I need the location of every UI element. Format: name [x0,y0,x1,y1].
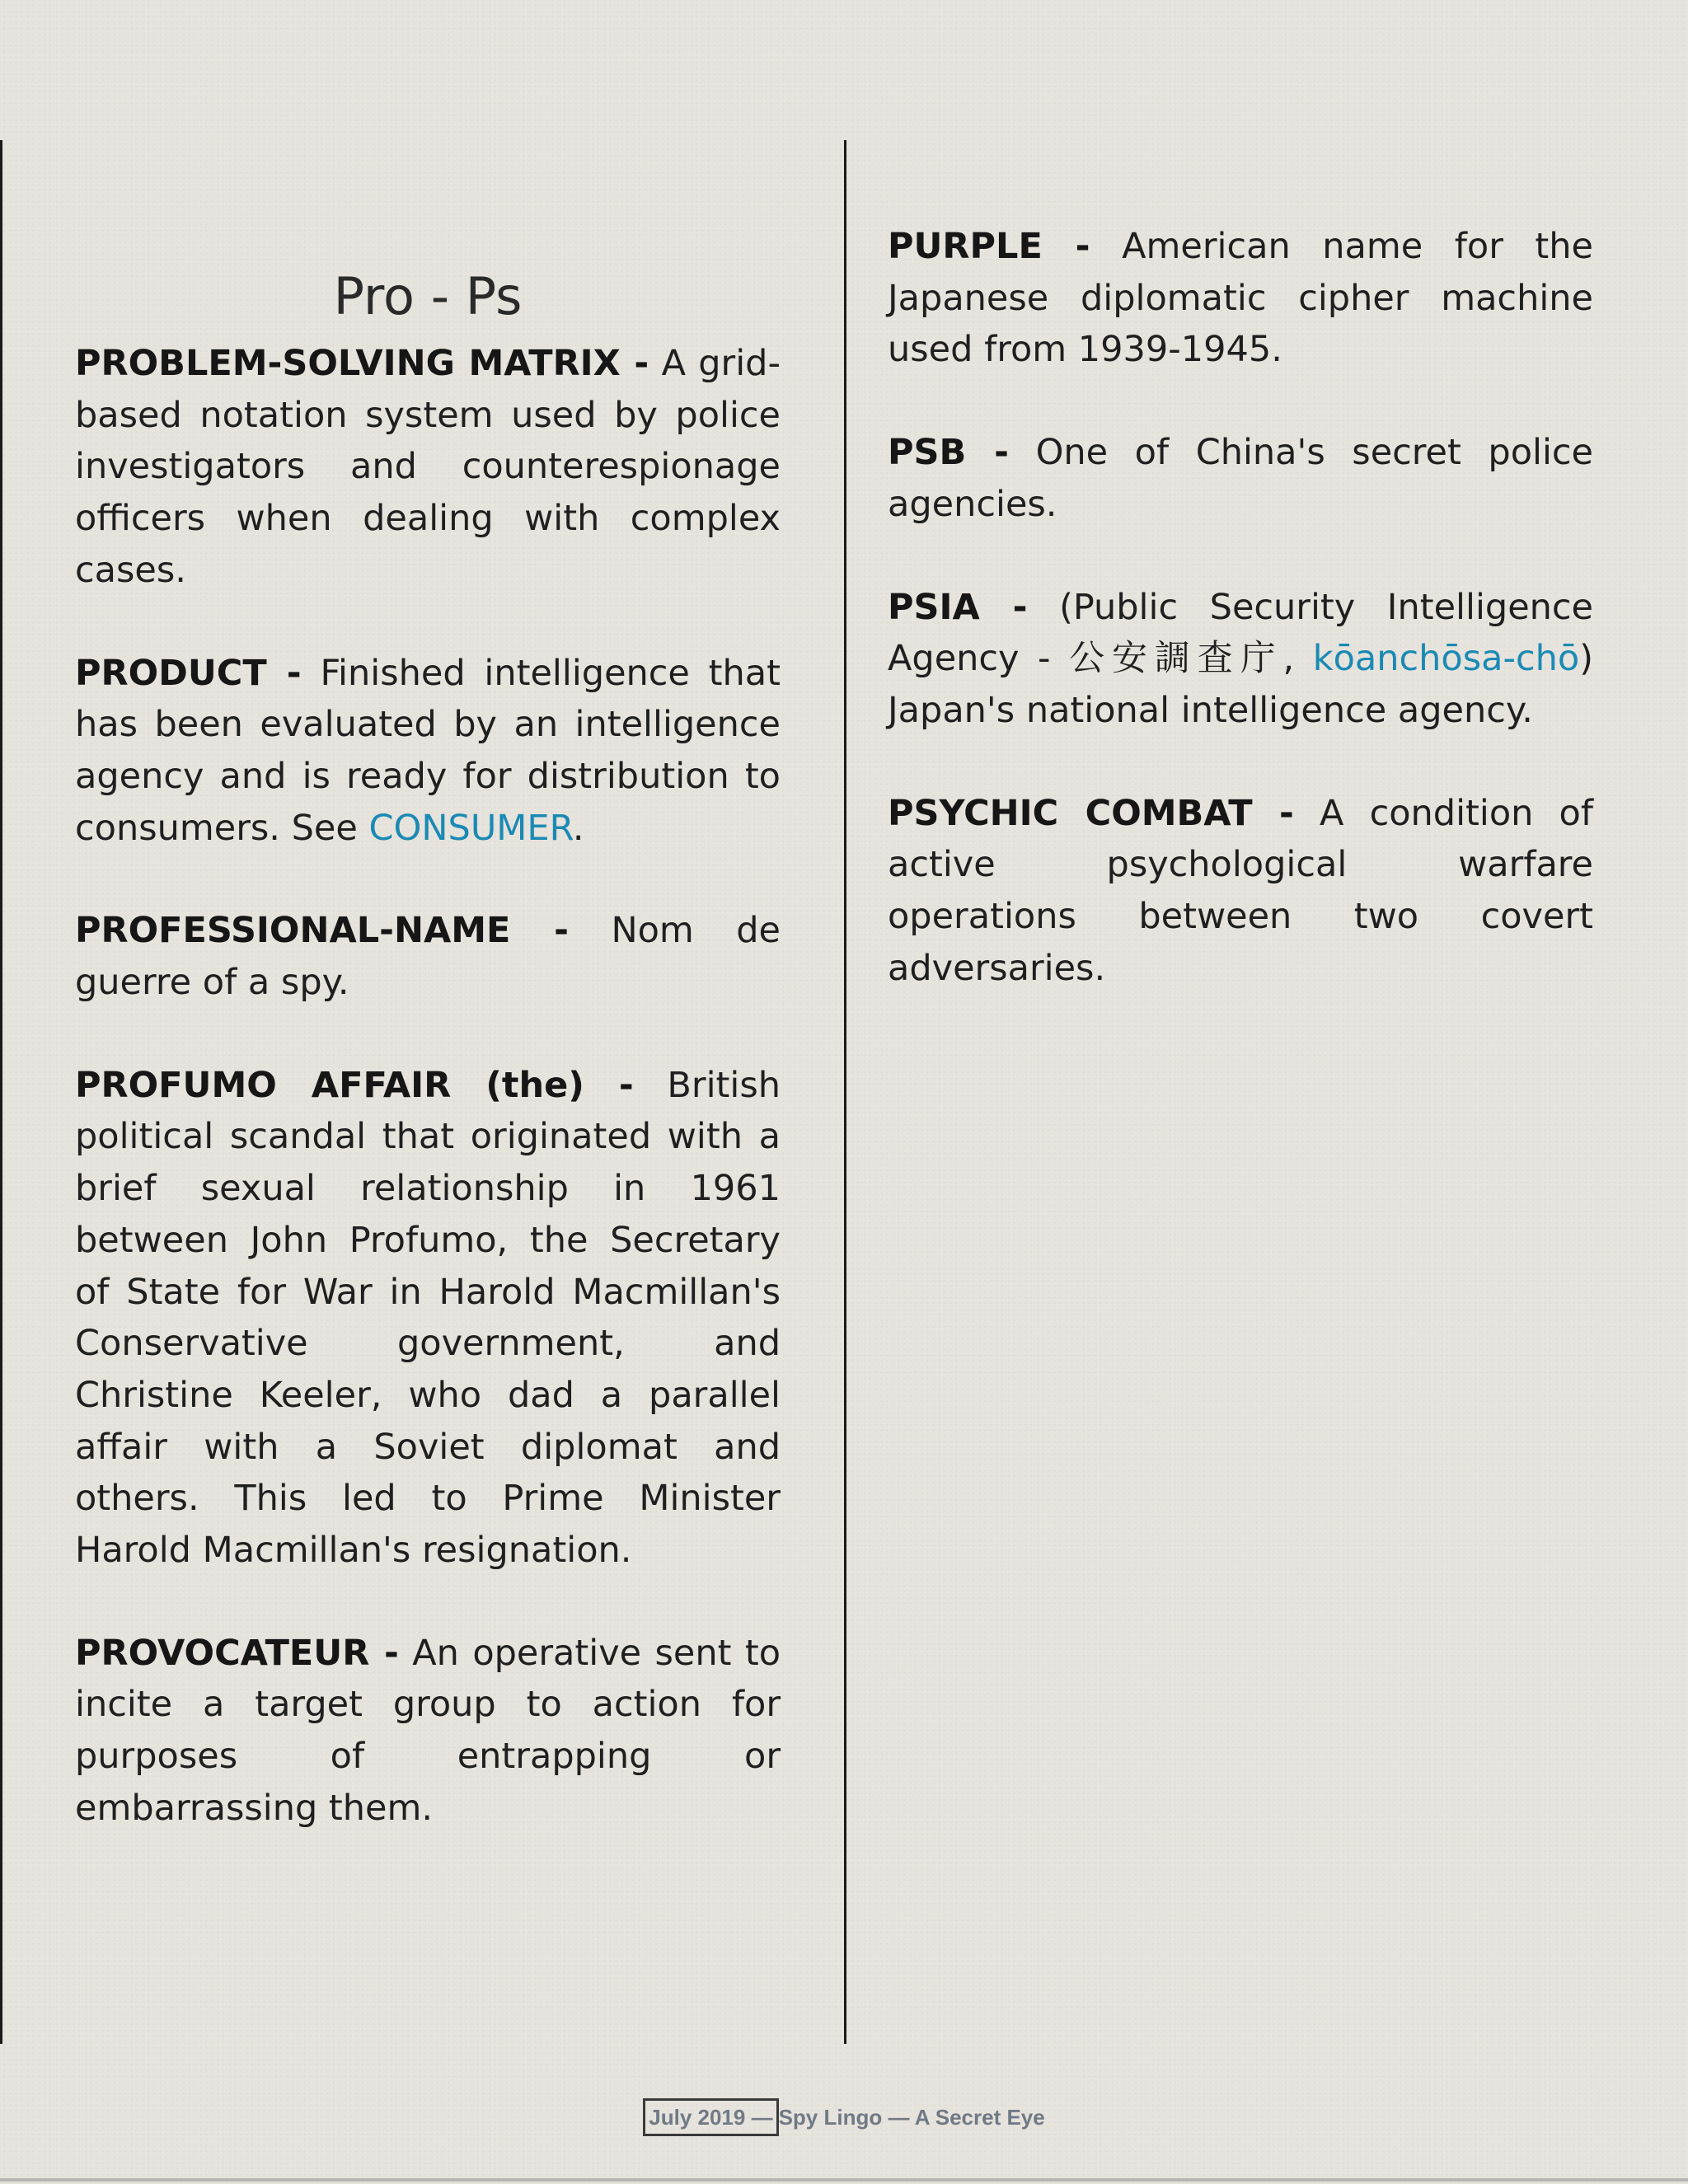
page-footer [0,2098,1688,2136]
right-column [888,221,1593,1045]
entry-term: PROVOCATEUR - [75,1632,399,1674]
glossary-entry-problem-solving-matrix [75,338,781,597]
entry-definition: A condition of active psychological warfare operations between two covert adversaries. [888,792,1593,989]
entry-definition: British political scandal that originated with a brief sexual relationship in 1961 between John Profumo, the Secretary of State for War in Harold Macmillan's Conservative government, and Christine Keeler, who dad a parallel affair with a Soviet diplomat and others. This led to Prime Minister Harold Macmillan's resignation. [75,1064,781,1572]
glossary-entry-psychic-combat [888,788,1593,995]
entry-term: PSYCHIC COMBAT - [888,792,1294,834]
consumer-link[interactable]: CONSUMER [368,807,573,849]
entry-definition: One of China's secret police agencies. [888,432,1594,525]
glossary-entry-psia [888,582,1593,737]
entry-definition-end: ) Japan's national intelligence agency. [888,638,1593,731]
glossary-entry-purple [888,221,1593,376]
entry-term: PROFUMO AFFAIR (the) - [75,1064,634,1106]
bottom-rule [0,2178,1688,2182]
entry-definition-end: . [572,807,584,849]
entry-definition: A grid-based notation system used by police investigators and counterespionage officers when dealing with complex cases. [75,343,781,591]
footer-date-box: July 2019 — [643,2098,778,2136]
glossary-entry-psb [888,427,1593,530]
entry-term: PURPLE - [888,226,1090,267]
koanchosa-cho-link[interactable]: kōanchōsa-chō [1312,638,1580,680]
footer-title: Spy Lingo — A Secret Eye [778,2105,1045,2130]
glossary-entry-provocateur [75,1628,781,1835]
glossary-entry-product [75,648,781,855]
entry-definition: Nom de guerre of a spy. [75,910,781,1004]
glossary-entry-profumo-affair [75,1060,781,1577]
column-divider-rule [844,140,846,2044]
glossary-entry-professional-name [75,905,781,1008]
entry-definition: American name for the Japanese diplomatic cipher machine used from 1939-1945. [888,226,1593,371]
entry-term: PRODUCT - [75,652,302,694]
entry-term: PSB - [888,432,1009,474]
left-column [75,262,781,1886]
entry-term: PROFESSIONAL-NAME - [75,910,570,952]
entry-definition: An operative sent to incite a target group to action for purposes of entrapping or embarrassing them. [75,1632,781,1829]
entry-term: PSIA - [888,586,1028,628]
entry-definition: Finished intelligence that has been evaluated by an intelligence agency and is ready for distribution to consumers. See [75,652,781,849]
section-title: Pro - Ps [333,266,523,326]
left-border-rule [0,140,2,2044]
entry-term: PROBLEM-SOLVING MATRIX - [75,343,649,384]
entry-definition: (Public Security Intelligence Agency - 公安調査庁, [888,586,1593,680]
